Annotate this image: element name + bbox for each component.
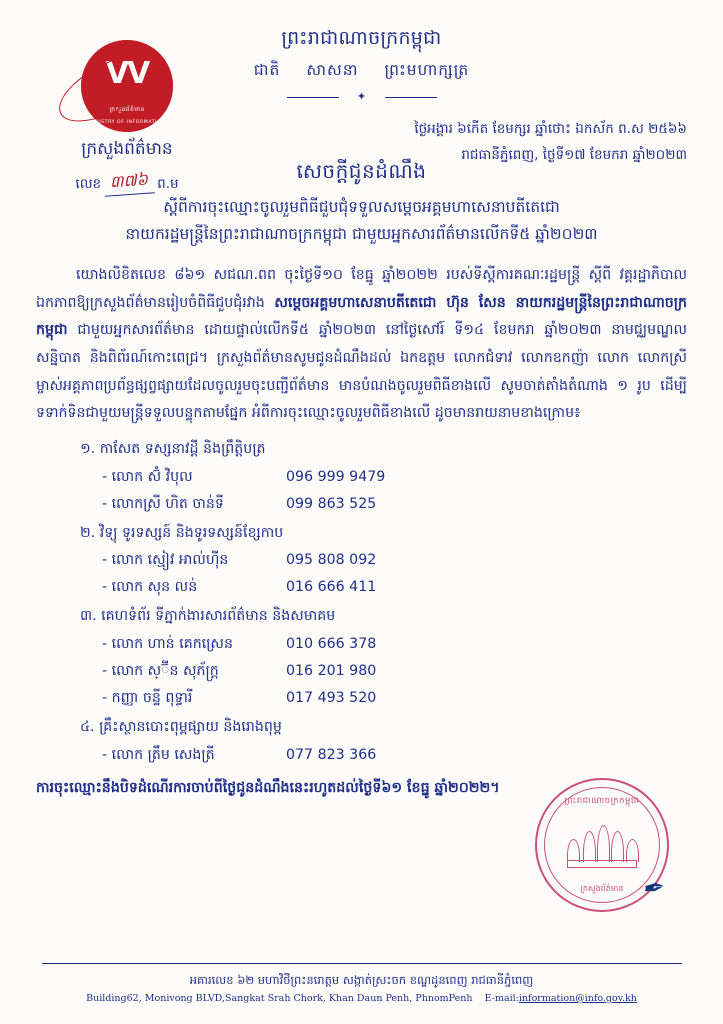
contact-row [36,742,687,769]
contact-name: - លោក សុន លន់ [102,579,198,596]
stamp-bottom-text: ក្រសួងព័ត៌មាន [580,884,624,893]
stamp-tower [597,825,610,862]
divider-right-rule [385,97,437,98]
contact-row [36,491,687,518]
ministry-name: ក្រសួងព័ត៌មាន [81,139,173,159]
contact-phone: 095 808 092 [286,552,377,569]
title-subtitle [0,194,723,248]
page-title: សេចក្តីជូនដំណឹង [296,158,427,183]
contact-group [36,520,687,602]
contact-row [36,658,687,685]
signature-mark: ✒ [639,872,665,906]
closing-statement: ការចុះឈ្មោះនឹងបិទដំណើរការចាប់ពីថ្ងៃជូនដំណឹងនេះរហូតដល់ថ្ងៃទី៦១ ខែធ្នូ ឆ្នាំ២០២២។ [36,779,500,796]
stamp-temple-icon [565,824,639,868]
body-part-3: ជាមួយអ្នកសារព័ត៌មាន ដោយផ្ទាល់លើកទី៥ ឆ្នាំ២០២៣ នៅថ្ងៃសៅរ៍ ទី១៤ ខែមករា ឆ្នាំ២០២៣ នាមជ្ឈមណ្ឌលសន្និបាត និងពិព័រណ៍កោះពេជ្រ។ ក្រសួងព័ត៌មានសូមជូនដំណឹងដល់ ឯកឧត្តម លោកជំទាវ លោកឧកញ៉ា លោក លោកស្រី ម្ចាស់អគ្គភាពប្រព័ន្ធផ្សព្វផ្សាយដែលចូលរួមចុះបញ្ជីព័ត៌មាន មានបំណងចូលរួមពិធីខាងលើ សូមចាត់តាំងតំណាង ១ រូប ដើម្បីទទាក់ទិនជាមួយមន្ត្រីទទួលបន្ទុកតាមផ្នែក អំពីការចុះឈ្មោះចូលរួមពិធីខាងលើ ដូចមានរាយនាមខាងក្រោម៖ [36,322,687,422]
contact-group [36,603,687,712]
date-line-buddhist: ថ្ងៃអង្គារ ៦កើត ខែមក្សរ ឆ្នាំថោះ ឯកស័ក ព.ស ២៥៦៦ [414,121,687,137]
contact-phone: 016 201 980 [286,663,377,679]
divider-diamond-icon: ✦ [356,89,367,103]
ornament-divider [287,89,437,103]
contact-phone: 016 666 411 [286,579,377,596]
motto-word-1: ជាតិ [253,60,281,79]
contact-name: - លោក ស្៊ីន សុភ័ក្ត្រ [102,663,219,679]
document-number-value: ៣៧៦ [103,168,155,196]
title-subtitle-line-1: ស្តីពីការចុះឈ្មោះចូលរួមពិធីជួបជុំទទួលសម្តេចអគ្គមហាសេនាបតីតេជោ [163,197,560,216]
divider-left-rule [287,97,339,98]
document-header [0,0,723,102]
footer-address-kh: អគារលេខ ៦២ មហាវិថីព្រះនរោត្តម សង្កាត់ស្រះចក ខណ្ឌដូនពេញ រាជធានីភ្នំពេញ [189,973,534,988]
contact-phone: 099 863 525 [286,495,377,512]
contact-row [36,547,687,574]
contact-group-title: ២. វិទ្យុ ទូរទស្សន៍ និងទូរទស្សន៍ខ្សែកាប [80,524,284,541]
contact-row [36,631,687,658]
contact-row [36,574,687,601]
stamp-tower [626,839,639,862]
motto-word-3: ព្រះមហាក្សត្រ [384,60,470,79]
body-part-2-bold: សម្តេចអគ្គមហាសេនាបតីតេជោ ហ៊ុន សែន នាយករដ្ឋមន្ត្រីនៃព្រះរាជាណាចក្រកម្ពុជា [36,294,688,339]
contact-row [36,464,687,491]
stamp-tower [583,831,596,862]
footer-address-en-text: Building62, Monivong BLVD,Sangkat Srah Chork, Khan Daun Penh, PhnomPenh [86,993,473,1004]
footer-email-label: E-mail: [484,993,519,1004]
contact-name: - លោក ហាន់ គេកស្រេន [102,636,233,653]
contact-phone: 017 493 520 [286,689,377,706]
document-number-label: លេខ [75,176,102,192]
contact-group [36,436,687,518]
contact-group-title: ១. កាសែត ទស្សនាវដ្តី និងព្រឹត្តិបត្រ [80,441,266,458]
motto-word-2: សាសនា [306,60,359,79]
contact-groups [36,436,687,769]
national-motto [0,60,723,83]
stamp-temple-base [567,860,637,868]
contact-name: - លោកស្រី ហិត ចាន់ទី [102,495,224,512]
date-block [414,117,687,168]
footer-address-en [0,993,723,1004]
kingdom-title: ព្រះរាជាណាចក្រកម្ពុជា [281,27,442,49]
contact-group-title: ៤. គ្រឹះស្ថានបោះពុម្ពផ្សាយ និងរោងពុម្ព [80,718,282,735]
emblem-text-kh: ក្រសួងព័ត៌មាន [109,106,145,113]
stamp-top-text: ព្រះរាជាណាចក្រកម្ពុជា [564,796,640,806]
footer-divider [42,963,682,964]
contact-phone: 077 823 366 [286,746,377,763]
contact-phone: 096 999 9479 [286,468,386,485]
body-paragraph [36,262,687,428]
title-subtitle-line-2: នាយករដ្ឋមន្ត្រីនៃព្រះរាជាណាចក្រកម្ពុជា ជាមួយអ្នកសារព័ត៌មានលើកទី៥ ឆ្នាំ២០២៣ [125,224,598,243]
contact-group-title: ៣. គេហទំព័រ ទីភ្នាក់ងារសារព័ត៌មាន និងសមាគម [80,608,336,625]
document-number-suffix: ព.ម [157,176,179,192]
contact-group [36,714,687,769]
contact-name: - កញ្ញា ចន្ទី ពុទ្ធារី [102,689,193,706]
contact-name: - លោក ស៊ំ វិបុល [102,468,193,485]
emblem-mark: ᐯᐯ [105,56,149,91]
body-part-1: យោងលិខិតលេខ ៨៦១ សជណ.ពព ចុះថ្ងៃទី១០ ខែធ្នូ ឆ្នាំ២០២២ របស់ទីស្តីការគណៈរដ្ឋមន្ត្រី ស្តីពី វគ្គរដ្ឋាភិបាលឯកភាពឱ្យក្រសួងព័ត៌មានរៀបចំពិធីជួបជុំរវាង [36,266,687,311]
contact-name: - លោក ស្មៀវ អាល់ហ៊ីន [102,552,229,569]
footer-email-value[interactable]: information@info.gov.kh [518,993,637,1004]
stamp-tower [567,839,580,862]
contact-name: - លោក ត្រឹម សេងត្រី [102,746,215,763]
document-footer [0,963,723,1004]
document-number [62,170,192,195]
contact-row [36,685,687,712]
emblem-text-en: MINISTRY OF INFORMATION [88,120,166,125]
stamp-tower [611,831,624,862]
contact-phone: 010 666 378 [286,636,377,653]
date-line-gregorian: រាជធានីភ្នំពេញ, ថ្ងៃទី១៧ ខែមករា ឆ្នាំ២០២៣ [461,146,687,163]
